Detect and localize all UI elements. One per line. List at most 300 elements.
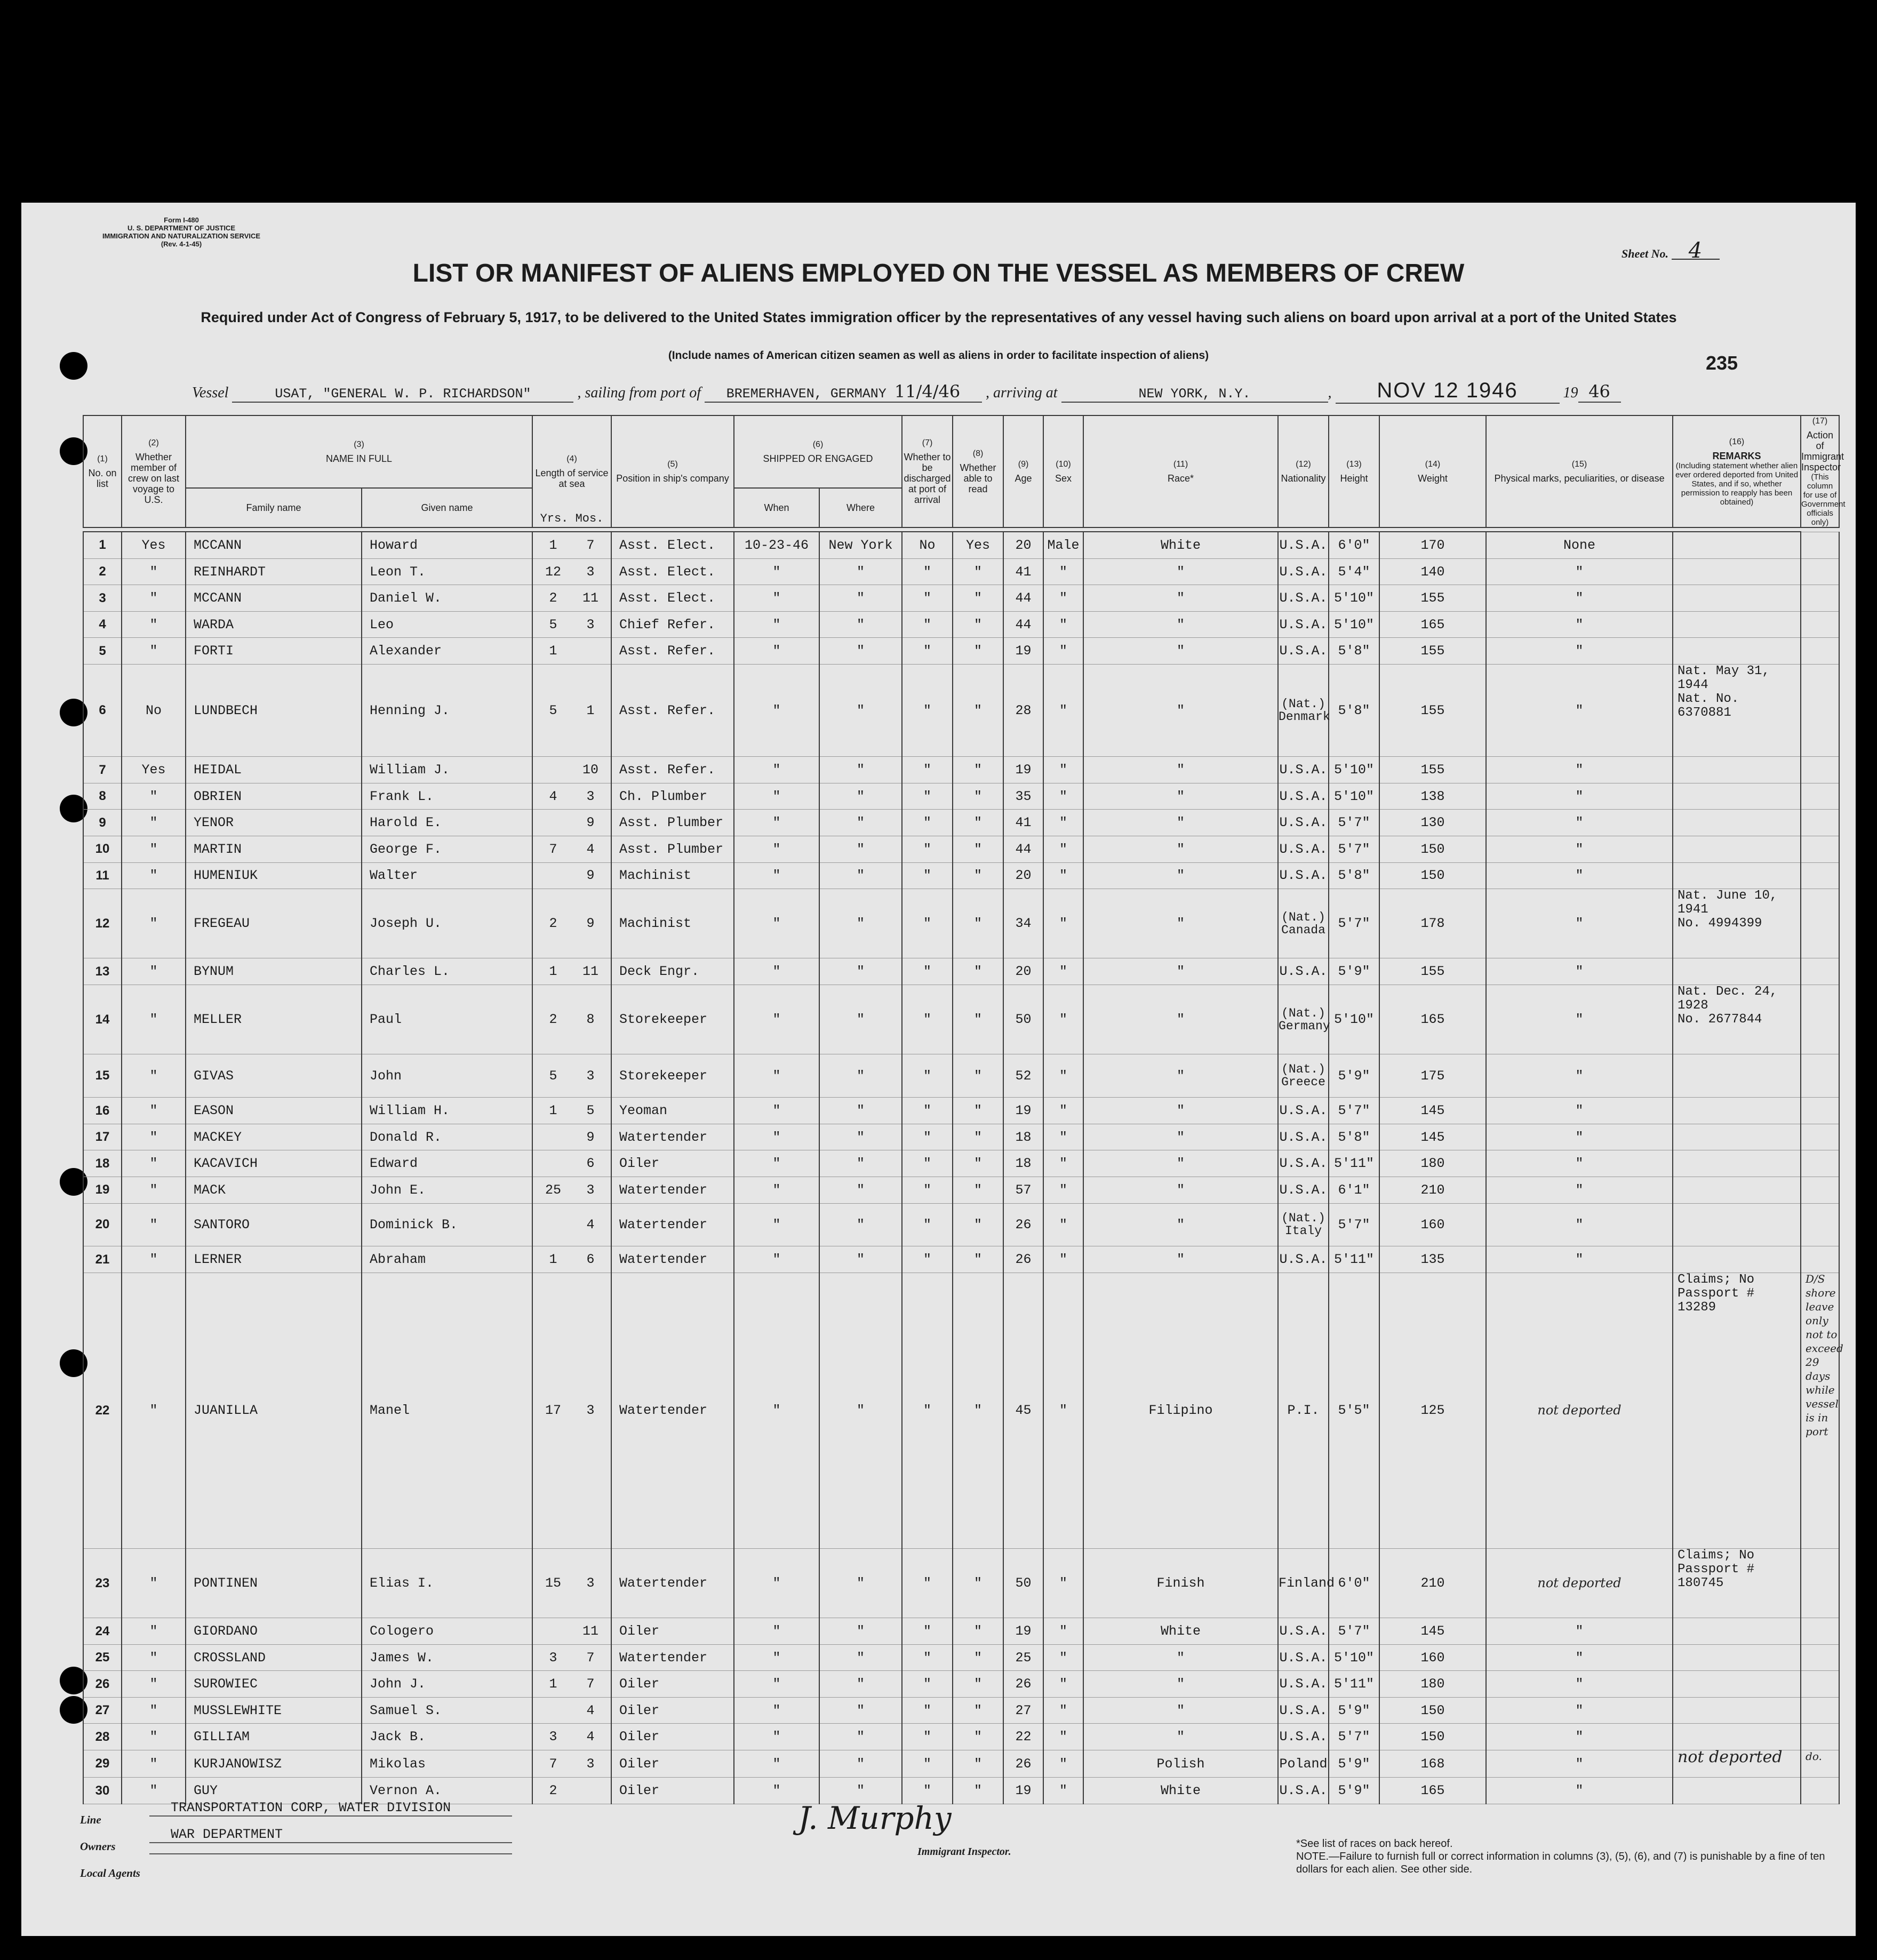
- physical-marks: [1486, 985, 1673, 1054]
- sex: ": [1043, 757, 1083, 783]
- shipped-when: ": [734, 1273, 819, 1548]
- table-row: [83, 1273, 1839, 1548]
- weight: 155: [1379, 664, 1486, 756]
- length-of-service: [532, 1724, 611, 1750]
- height: 5'7": [1329, 1098, 1379, 1124]
- remarks: [1673, 1747, 1801, 1777]
- service-months: 1: [586, 702, 595, 718]
- length-of-service: [532, 1618, 611, 1645]
- able-to-read: ": [953, 1150, 1003, 1177]
- length-of-service: [532, 1150, 611, 1177]
- shipped-where: ": [819, 1778, 902, 1804]
- physical-marks: [1486, 1750, 1673, 1777]
- given-name: Donald R.: [362, 1124, 532, 1150]
- position: Watertender: [611, 1273, 734, 1548]
- table-row: [83, 1150, 1839, 1177]
- member-last-voyage: ": [122, 611, 186, 638]
- physical-marks-value: ": [1575, 564, 1584, 580]
- member-last-voyage: ": [122, 836, 186, 862]
- nationality: [1278, 810, 1329, 836]
- table-row: [83, 638, 1839, 665]
- physical-marks: [1486, 810, 1673, 836]
- physical-marks-value: ": [1575, 1756, 1584, 1772]
- given-name: Abraham: [362, 1246, 532, 1273]
- col-header-race: (11) Race*: [1083, 415, 1278, 527]
- shipped-when: ": [734, 664, 819, 756]
- service-years: 3: [549, 1729, 557, 1745]
- table-row: [83, 532, 1839, 558]
- shipped-where: ": [819, 810, 902, 836]
- sheet-number-value: 4: [1672, 243, 1720, 260]
- given-name: Joseph U.: [362, 889, 532, 958]
- sex: ": [1043, 1124, 1083, 1150]
- nationality: [1278, 836, 1329, 862]
- length-of-service: [532, 1644, 611, 1671]
- family-name: FREGEAU: [186, 889, 362, 958]
- age: 41: [1003, 558, 1043, 585]
- to-be-discharged: ": [902, 1273, 953, 1548]
- inspector-action: [1801, 958, 1839, 985]
- to-be-discharged: ": [902, 757, 953, 783]
- physical-marks: [1486, 1548, 1673, 1618]
- sheet-number: Sheet No. 4: [1622, 243, 1720, 261]
- physical-marks: [1486, 1671, 1673, 1698]
- physical-marks: [1486, 1246, 1673, 1273]
- age: 19: [1003, 1618, 1043, 1645]
- service-months: 7: [586, 1650, 595, 1666]
- position: Oiler: [611, 1724, 734, 1750]
- physical-marks: [1486, 757, 1673, 783]
- col-header-service: (4) Length of service at sea: [532, 415, 611, 527]
- family-name: PONTINEN: [186, 1548, 362, 1618]
- nationality-value: U.S.A.: [1279, 815, 1328, 831]
- shipped-when: ": [734, 1671, 819, 1698]
- able-to-read: ": [953, 611, 1003, 638]
- inspector-action: [1801, 585, 1839, 612]
- nationality-value: U.S.A.: [1279, 617, 1328, 633]
- weight: 140: [1379, 558, 1486, 585]
- weight: 145: [1379, 1098, 1486, 1124]
- length-of-service: [532, 1246, 611, 1273]
- weight: 160: [1379, 1203, 1486, 1246]
- physical-marks-value: ": [1575, 1783, 1584, 1799]
- physical-marks-value: ": [1575, 916, 1584, 932]
- nationality: [1278, 611, 1329, 638]
- length-of-service: [532, 1671, 611, 1698]
- remarks: [1673, 1124, 1801, 1150]
- race: ": [1083, 1203, 1278, 1246]
- height: 6'0": [1329, 532, 1379, 558]
- physical-marks: [1486, 1644, 1673, 1671]
- family-name: MARTIN: [186, 836, 362, 862]
- race: ": [1083, 1124, 1278, 1150]
- shipped-where: ": [819, 1618, 902, 1645]
- member-last-voyage: ": [122, 1548, 186, 1618]
- nationality: [1278, 1671, 1329, 1698]
- nationality: [1278, 958, 1329, 985]
- able-to-read: ": [953, 1618, 1003, 1645]
- row-number: 29: [83, 1750, 122, 1777]
- inspector-action: [1801, 1054, 1839, 1098]
- shipped-when: ": [734, 638, 819, 665]
- table-row: [83, 1671, 1839, 1698]
- remarks-line: Nat. Dec. 24, 1928: [1678, 985, 1778, 1013]
- sex: ": [1043, 889, 1083, 958]
- position: Watertender: [611, 1246, 734, 1273]
- sex: ": [1043, 985, 1083, 1054]
- member-last-voyage: ": [122, 638, 186, 665]
- length-of-service: [532, 836, 611, 862]
- service-months: 9: [586, 916, 595, 932]
- row-number: 1: [83, 532, 122, 558]
- sex: ": [1043, 1644, 1083, 1671]
- member-last-voyage: ": [122, 1697, 186, 1724]
- service-months: 4: [586, 1702, 595, 1718]
- position: Oiler: [611, 1697, 734, 1724]
- remarks-line: Nat. No. 6370881: [1678, 691, 1739, 720]
- col-header-read: (8) Whether able to read: [953, 415, 1003, 527]
- race: ": [1083, 985, 1278, 1054]
- family-name: MUSSLEWHITE: [186, 1697, 362, 1724]
- given-name: William H.: [362, 1098, 532, 1124]
- shipped-when: ": [734, 1644, 819, 1671]
- remarks: [1673, 1177, 1801, 1203]
- position: Chief Refer.: [611, 611, 734, 638]
- weight: 150: [1379, 836, 1486, 862]
- member-last-voyage: ": [122, 1778, 186, 1804]
- inspector-action: [1801, 810, 1839, 836]
- remarks-line: Passport # 180745: [1678, 1562, 1755, 1590]
- table-row: [83, 1618, 1839, 1645]
- able-to-read: ": [953, 1273, 1003, 1548]
- family-name: MCCANN: [186, 532, 362, 558]
- length-of-service: [532, 664, 611, 756]
- inspector-action: [1801, 558, 1839, 585]
- physical-marks-value: ": [1575, 1103, 1584, 1119]
- subtitle: Required under Act of Congress of February 5, 1917, to be delivered to the United States immigration officer by the representatives of any vessel having such aliens on board upon arrival at a port of the United States: [201, 309, 1677, 325]
- sex: ": [1043, 810, 1083, 836]
- age: 44: [1003, 836, 1043, 862]
- remarks: [1673, 1724, 1801, 1750]
- physical-marks: [1486, 1618, 1673, 1645]
- height: 5'8": [1329, 638, 1379, 665]
- remarks: [1673, 810, 1801, 836]
- family-name: HEIDAL: [186, 757, 362, 783]
- to-be-discharged: ": [902, 1098, 953, 1124]
- shipped-when: ": [734, 1618, 819, 1645]
- position: Watertender: [611, 1548, 734, 1618]
- able-to-read: ": [953, 985, 1003, 1054]
- col-header-when: When: [734, 488, 819, 527]
- inspector-action: [1801, 1124, 1839, 1150]
- to-be-discharged: ": [902, 1644, 953, 1671]
- to-be-discharged: No: [902, 532, 953, 558]
- physical-marks: [1486, 836, 1673, 862]
- shipped-where: New York: [819, 532, 902, 558]
- sex: ": [1043, 958, 1083, 985]
- able-to-read: ": [953, 1750, 1003, 1777]
- position: Watertender: [611, 1644, 734, 1671]
- row-number: 19: [83, 1177, 122, 1203]
- member-last-voyage: ": [122, 1177, 186, 1203]
- to-be-discharged: ": [902, 1671, 953, 1698]
- table-row: [83, 836, 1839, 862]
- table-row: [83, 783, 1839, 810]
- physical-marks: [1486, 1724, 1673, 1750]
- given-name: Samuel S.: [362, 1697, 532, 1724]
- family-name: CROSSLAND: [186, 1644, 362, 1671]
- service-months: 4: [586, 1217, 595, 1233]
- nationality-value: U.S.A.: [1279, 1650, 1328, 1666]
- sex: ": [1043, 1054, 1083, 1098]
- nationality-value: U.S.A.: [1279, 762, 1328, 778]
- weight: 145: [1379, 1124, 1486, 1150]
- weight: 175: [1379, 1054, 1486, 1098]
- service: IMMIGRATION AND NATURALIZATION SERVICE: [102, 232, 261, 240]
- height: 5'4": [1329, 558, 1379, 585]
- remarks: [1673, 757, 1801, 783]
- nationality: [1278, 558, 1329, 585]
- col-header-age: (9) Age: [1003, 415, 1043, 527]
- age: 35: [1003, 783, 1043, 810]
- height: 5'11": [1329, 1671, 1379, 1698]
- inspector-action: [1801, 1618, 1839, 1645]
- given-name: Charles L.: [362, 958, 532, 985]
- row-number: 30: [83, 1778, 122, 1804]
- height: 5'10": [1329, 985, 1379, 1054]
- weight: 150: [1379, 862, 1486, 889]
- sex: ": [1043, 611, 1083, 638]
- member-last-voyage: ": [122, 1750, 186, 1777]
- sex: ": [1043, 1697, 1083, 1724]
- length-of-service: [532, 1203, 611, 1246]
- race: ": [1083, 1644, 1278, 1671]
- position: Asst. Refer.: [611, 664, 734, 756]
- able-to-read: ": [953, 1644, 1003, 1671]
- remarks: [1673, 1697, 1801, 1724]
- race: ": [1083, 558, 1278, 585]
- age: 26: [1003, 1203, 1043, 1246]
- inspector-action: [1801, 862, 1839, 889]
- row-number: 15: [83, 1054, 122, 1098]
- able-to-read: ": [953, 664, 1003, 756]
- nationality-value: U.S.A.: [1279, 1252, 1328, 1268]
- row-number: 16: [83, 1098, 122, 1124]
- table-row: [83, 611, 1839, 638]
- physical-marks-value: ": [1575, 590, 1584, 606]
- race: ": [1083, 810, 1278, 836]
- member-last-voyage: ": [122, 985, 186, 1054]
- length-of-service: [532, 889, 611, 958]
- shipped-when: ": [734, 585, 819, 612]
- remarks: [1673, 611, 1801, 638]
- given-name: Henning J.: [362, 664, 532, 756]
- shipped-when: ": [734, 1246, 819, 1273]
- service-months: 3: [586, 1403, 595, 1419]
- row-number: 5: [83, 638, 122, 665]
- nationality: [1278, 1273, 1329, 1548]
- position: Machinist: [611, 862, 734, 889]
- nationality-value: Italy: [1285, 1224, 1322, 1238]
- handwritten-action: D/S shore leave only not to exceed 29 days while vessel is in port: [1806, 1272, 1843, 1438]
- vessel-line: Vessel USAT, "GENERAL W. P. RICHARDSON" , sailing from port of BREMERHAVEN, GERMANY 11/4/46 , arriving at NEW YORK, N.Y. , NOV 12 1946 19 46: [192, 379, 1621, 404]
- sex: Male: [1043, 532, 1083, 558]
- table-row: [83, 585, 1839, 612]
- to-be-discharged: ": [902, 1177, 953, 1203]
- nationality-value: U.S.A.: [1279, 841, 1328, 857]
- given-name: Leo: [362, 611, 532, 638]
- able-to-read: Yes: [953, 532, 1003, 558]
- member-last-voyage: Yes: [122, 532, 186, 558]
- physical-marks-value: ": [1575, 1182, 1584, 1198]
- given-name: George F.: [362, 836, 532, 862]
- family-name: KACAVICH: [186, 1150, 362, 1177]
- to-be-discharged: ": [902, 985, 953, 1054]
- given-name: Leon T.: [362, 558, 532, 585]
- service-years: 2: [549, 590, 557, 606]
- shipped-when: ": [734, 1150, 819, 1177]
- physical-marks-value: ": [1575, 1252, 1584, 1268]
- remarks: [1673, 1246, 1801, 1273]
- nationality-value: U.S.A.: [1279, 1676, 1328, 1692]
- position: Asst. Elect.: [611, 558, 734, 585]
- nationality: [1278, 1150, 1329, 1177]
- nationality-value: U.S.A.: [1279, 1729, 1328, 1745]
- member-last-voyage: ": [122, 1724, 186, 1750]
- service-years: 25: [545, 1182, 561, 1198]
- remarks: [1673, 958, 1801, 985]
- col-header-height: (13) Height: [1329, 415, 1379, 527]
- remarks: [1673, 889, 1801, 958]
- physical-marks-value: ": [1575, 762, 1584, 778]
- member-last-voyage: ": [122, 1054, 186, 1098]
- able-to-read: ": [953, 585, 1003, 612]
- nationality: [1278, 783, 1329, 810]
- able-to-read: ": [953, 558, 1003, 585]
- family-name: MELLER: [186, 985, 362, 1054]
- shipped-where: ": [819, 958, 902, 985]
- nationality: [1278, 985, 1329, 1054]
- able-to-read: ": [953, 958, 1003, 985]
- physical-marks: [1486, 638, 1673, 665]
- row-number: 7: [83, 757, 122, 783]
- row-number: 9: [83, 810, 122, 836]
- shipped-where: ": [819, 611, 902, 638]
- service-months: 7: [586, 537, 595, 553]
- height: 5'10": [1329, 585, 1379, 612]
- service-months: 3: [586, 617, 595, 633]
- given-name: Dominick B.: [362, 1203, 532, 1246]
- line-value: TRANSPORTATION CORP, WATER DIVISION: [149, 1800, 512, 1817]
- physical-marks-value: ": [1575, 841, 1584, 857]
- to-be-discharged: ": [902, 1246, 953, 1273]
- service-months: 6: [586, 1156, 595, 1172]
- length-of-service: [532, 1273, 611, 1548]
- remarks: [1673, 985, 1801, 1054]
- col-header-given-name: Given name: [362, 488, 532, 527]
- member-last-voyage: ": [122, 1273, 186, 1548]
- remarks-line: Nat. May 31, 1944: [1678, 663, 1770, 692]
- given-name: Mikolas: [362, 1750, 532, 1777]
- to-be-discharged: ": [902, 1054, 953, 1098]
- sex: ": [1043, 1750, 1083, 1777]
- race: ": [1083, 664, 1278, 756]
- weight: 210: [1379, 1548, 1486, 1618]
- race: ": [1083, 638, 1278, 665]
- able-to-read: ": [953, 1054, 1003, 1098]
- row-number: 21: [83, 1246, 122, 1273]
- position: Asst. Elect.: [611, 532, 734, 558]
- member-last-voyage: ": [122, 585, 186, 612]
- weight: 165: [1379, 985, 1486, 1054]
- nationality: [1278, 585, 1329, 612]
- member-last-voyage: ": [122, 889, 186, 958]
- sex: ": [1043, 1098, 1083, 1124]
- given-name: Vernon A.: [362, 1778, 532, 1804]
- table-row: [83, 1124, 1839, 1150]
- shipped-where: ": [819, 889, 902, 958]
- remarks-line: Passport # 13289: [1678, 1286, 1755, 1315]
- family-name: REINHARDT: [186, 558, 362, 585]
- shipped-where: ": [819, 1671, 902, 1698]
- given-name: Frank L.: [362, 783, 532, 810]
- local-agents-value: [149, 1853, 512, 1854]
- remarks: [1673, 1054, 1801, 1098]
- sex: ": [1043, 585, 1083, 612]
- shipped-when: ": [734, 836, 819, 862]
- physical-marks-value: ": [1575, 1217, 1584, 1233]
- race: ": [1083, 1150, 1278, 1177]
- shipped-when: ": [734, 985, 819, 1054]
- length-of-service: [532, 862, 611, 889]
- remarks: [1673, 783, 1801, 810]
- nationality: [1278, 1203, 1329, 1246]
- height: 5'7": [1329, 1618, 1379, 1645]
- position: Oiler: [611, 1618, 734, 1645]
- row-number: 26: [83, 1671, 122, 1698]
- physical-marks-value: ": [1575, 1623, 1584, 1639]
- physical-marks: [1486, 862, 1673, 889]
- sex: ": [1043, 638, 1083, 665]
- to-be-discharged: ": [902, 611, 953, 638]
- height: 5'10": [1329, 757, 1379, 783]
- weight: 130: [1379, 810, 1486, 836]
- service-months: 11: [582, 1623, 599, 1639]
- weight: 168: [1379, 1750, 1486, 1777]
- to-be-discharged: ": [902, 836, 953, 862]
- physical-marks-value: ": [1575, 1702, 1584, 1718]
- age: 18: [1003, 1124, 1043, 1150]
- col-header-discharged: (7) Whether to be discharged at port of arrival: [902, 415, 953, 527]
- service-months: 6: [586, 1252, 595, 1268]
- table-row: [83, 985, 1839, 1054]
- nationality-value: Finland: [1279, 1575, 1335, 1591]
- row-number: 10: [83, 836, 122, 862]
- position: Oiler: [611, 1671, 734, 1698]
- able-to-read: ": [953, 783, 1003, 810]
- inspector-action: [1801, 1697, 1839, 1724]
- col-header-nationality: (12) Nationality: [1278, 415, 1329, 527]
- col-header-physical: (15) Physical marks, peculiarities, or disease: [1486, 415, 1673, 527]
- row-number: 12: [83, 889, 122, 958]
- position: Ch. Plumber: [611, 783, 734, 810]
- race: ": [1083, 862, 1278, 889]
- position: Watertender: [611, 1177, 734, 1203]
- family-name: KURJANOWISZ: [186, 1750, 362, 1777]
- given-name: Paul: [362, 985, 532, 1054]
- sex: ": [1043, 664, 1083, 756]
- form-number: Form I-480: [164, 216, 199, 224]
